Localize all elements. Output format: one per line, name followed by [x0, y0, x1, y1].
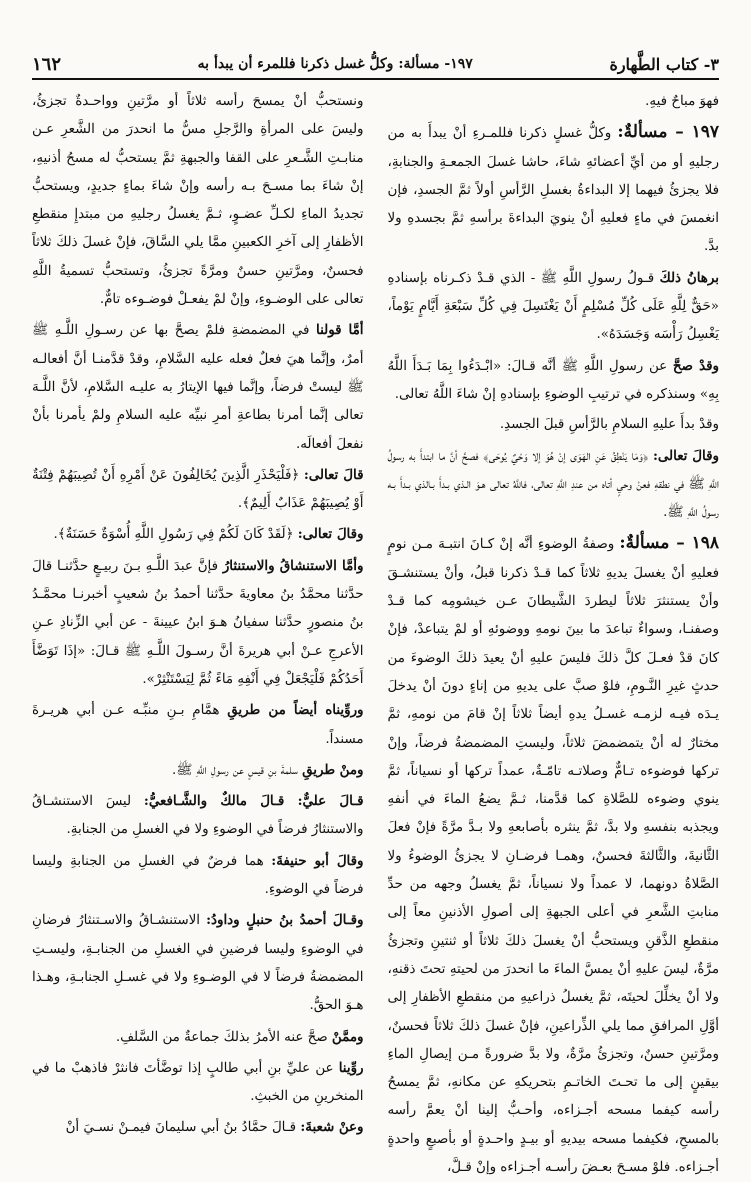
paragraph-lead: وقالَ أبو حنيفةَ:	[271, 852, 364, 869]
paragraph	[32, 1113, 364, 1142]
paragraph	[388, 88, 720, 116]
paragraph-lead: قـالَ عليٌّ: قـالَ مالكٌ والشَّـافعيُّ:	[143, 793, 364, 810]
paragraph	[32, 1054, 364, 1112]
paragraph-lead: برهانُ ذلكَ	[659, 269, 719, 286]
paragraph-text: عن رسولِ اللَّهِ ﷺ أنَّه قـالَ: «ابْـدَءُوا بِمَا بَـدَأَ اللَّهُ بِهِ» وسنذكره في ترتيبِ الوضوءِ بإسنادهِ إنْ شاءَ اللَّهُ تعالى.	[387, 358, 719, 402]
paragraph-text: ﴿وَمَا يَنْطِقُ عَنِ الهَوَى إنْ هُوَ إلا وَحْيٌ يُوحَى﴾ فصحَّ أنَّ ما ابتدأَ به رسولُ اللَّهِ ﷺ في نطقهِ فعنْ وحيٍ أتاه من عندِ اللَّهِ تعالى، فاللَّهُ تعالى هـوَ الـذي بـدأَ بـالذي بـدأَ بـه رسولُ اللَّهِ ﷺ.	[387, 448, 719, 521]
paragraph-text: ﴿فَلْيَحْذَرِ الَّذِينَ يُخَالِفُونَ عَنْ أَمْرِهِ أَنْ تُصِيبَهُمْ فِتْنَةٌ أَوْ يُصِيبَهُمْ عَذَابٌ أَلِيمٌ﴾.	[32, 467, 364, 512]
paragraph	[388, 352, 720, 410]
paragraph-text: فإنَّ عبدَ اللَّـهِ بـنَ ربيـعٍ حدَّثنـا قالَ حدَّثنا محمَّدُ بنُ معاويةَ حدَّثنا أحمدُ بنُ شعيبٍ أخبرنـا محمَّـدُ بنُ منصورٍ حدَّثنا سفيانُ هـوَ ابنُ عيينةَ - عن أبي الزِّنادِ عـنِ الأعرجِ عـنْ أبي هريرةَ أنَّ رسـولَ اللَّـهِ ﷺ قـالَ: «إذَا تَوَضَّأَ أَحَدُكُمْ فَلْيَجْعَلْ فِي أَنْفِهِ مَاءً ثُمَّ لِيَسْتَنْثِرْ».	[32, 558, 364, 687]
paragraph-text: ونستحبُّ أنْ يمسحَ رأسه ثلاثاً أو مرَّتينِ وواحـدةٌ تجزئُ، وليسَ على المرأةِ والرَّجلِ مسُّ ما انحدرَ من الشَّعرِ عـن منابـتِ الشَّـعرِ على القفا والجبهةِ ثمَّ يستحبُّ له مسحُ أذنيهِ، إنْ شاءَ بما مسـحَ بـه رأسه وإنْ شاءَ بماءٍ جديدٍ، ويستحبُّ تجديدُ الماءِ لكـلِّ عضـوٍ، ثـمَّ يغسلُ رجليهِ من مبتدإِ منقطعِ الأظفارِ إلى آخرِ الكعبينِ ممَّا يلي السَّاقَ، فإنْ غسلَ ذلكَ ثلاثاً فحسنٌ، ومرَّتينِ حسنٌ ومرَّةً تجزئُ، وتستحبُّ تسميةُ اللَّهِ تعالى على الوضـوءِ، وإنْ لمْ يفعـلْ فوضـوءه تامٌّ.	[32, 94, 364, 308]
paragraph	[388, 411, 720, 439]
paragraph	[32, 906, 364, 1020]
paragraph	[32, 1023, 364, 1052]
paragraph	[32, 696, 364, 754]
paragraph	[32, 552, 364, 694]
left-column	[32, 88, 364, 1136]
paragraph-lead: وقالَ تعالى:	[652, 447, 719, 464]
paragraph-text: همَّامِ بـنِ منبِّـه عـن أبي هريـرةَ مسنداً.	[32, 703, 364, 747]
page-number: ١٦٢	[32, 53, 62, 75]
paragraph-lead: وأمَّا الاستنشاقُ والاستنثارُ	[222, 557, 364, 574]
paragraph-text: في المضمضةِ فلمْ يصحَّ بها عن رسـولِ اللَّـهِ ﷺ أمرٌ، وإنَّما هيَ فعلٌ فعله عليه السَّلامِ، وقدْ قدَّمنـا أنَّ أفعالـه ﷺ ليستْ فرضاً، وإنَّما فيها الإيتارُ به عليـه السَّلامِ، لأنَّ اللَّـهَ تعالى إنَّما أمرنا بطاعةِ أمرِ نبيِّه عليه السلامِ ولمْ يأمرنا بأنْ نفعلَ أفعالَه.	[32, 323, 364, 452]
paragraph	[32, 756, 364, 785]
paragraph-text: وكلُّ غسلٍ ذكرنا فللمـرءِ أنْ يبدأَ به من رجليهِ أو من أيِّ أعضائهِ شاءَ، حاشا غسلَ الجمعـةِ والجنابةِ، فلا يجزئُ فيهما إلا البداءةُ بغسلِ الرَّأسِ أولاً ثمَّ الجسدِ، فإن انغمسَ في ماءٍ فعليهِ أنْ ينويَ البداءةَ برأسهِ ثمَّ بجسدهِ ولا بدَّ.	[387, 126, 719, 255]
paragraph-text: قـالَ حمَّادُ بنُ أبي سليمانَ فيمـنْ نسـيَ أنْ	[65, 1120, 301, 1136]
paragraph-text: قـولُ رسولِ اللَّهِ ﷺ - الذي قـدْ ذكـرناه بإسنادهِ «حَقٌّ لِلَّهِ عَلَى كُلِّ مُسْلِمٍ أَنْ يَغْتَسِلَ فِي كُلِّ سَبْعَةِ أَيَّامٍ يَوْماً، يَغْسِلُ رَأْسَه وَجَسَدَهُ».	[387, 270, 719, 343]
paragraph-text: سلمةَ بنِ قيسٍ عن رسولِ اللَّهِ ﷺ.	[171, 762, 303, 778]
paragraph-lead: وروِّيناه أيضاً من طريقِ	[227, 702, 364, 719]
running-title: ١٩٧- مسألة: وكلُّ غسل ذكرنا فللمرء أن يبدأ به	[197, 56, 473, 72]
paragraph-text: صحَّ عنه الأمرُ بذلكَ جماعةٌ من السَّلفِ.	[115, 1029, 332, 1045]
paragraph-text: الاستنشـاقُ والاسـتنثارُ فرضانِ في الوضوءِ وليسا فرضينِ في الغسلِ من الجنابـةِ، وليسـتِ المضمضةُ فرضاً لا في الوضـوءِ ولا في غسـلِ الجنابـةِ، وهـذا هـوَ الحقُّ.	[32, 913, 364, 1014]
paragraph-lead: وقـالَ أحمدُ بنُ حنبلٍ وداودُ:	[206, 912, 364, 929]
paragraph	[388, 264, 720, 350]
paragraph-lead: قالَ تعالى:	[303, 466, 364, 483]
paragraph-lead: وقالَ تعالى:	[297, 526, 364, 543]
right-column	[387, 88, 720, 1175]
paragraph-lead: وقدْ صحَّ	[672, 357, 719, 374]
paragraph-text: ليسَ الاستنشـاقُ والاستنثارُ فرضاً في الوضوءِ ولا في الغسلِ من الجنابةِ.	[32, 794, 364, 838]
paragraph-lead: ومنْ طريقِ	[302, 761, 364, 778]
text-columns	[32, 88, 719, 1175]
page-header	[32, 50, 719, 80]
paragraph-text: عن عليِّ بنِ أبي طالبٍ إذا توضَّأتَ فانثرْ فاذهبْ ما في المنخرينِ من الخبثِ.	[32, 1060, 364, 1105]
paragraph	[388, 529, 720, 1182]
paragraph	[32, 787, 364, 845]
paragraph-lead: وعنْ شعبةَ:	[300, 1119, 364, 1136]
paragraph-text: وصفةُ الوضوءِ أنَّه إنْ كـانَ انتبـهَ مـن نومٍ فعليهِ أنْ يغسلَ يديهِ ثلاثاً كما قـدْ ذكرنا قبلُ، وأنْ يستنشـقَ وأنْ يستنثرَ ثلاثاً ليطردَ الشَّيطانَ عـن خيشومِه كما قـدْ وصفنـا، وسواءٌ تباعدَ ما بينَ نومهِ ووضوئهِ أو لمْ يتباعدْ، فإنْ كانَ قدْ فعـلَ كلَّ ذلكَ فليسَ عليهِ أنْ يعيدَ ذلكَ الوضوءَ من حدثٍ غيرِ النَّـومِ، فلوْ صبَّ على يديهِ من إناءٍ دونَ أنْ يدخلَ يـدَه فيـه لزمـه غسـلُ يدهِ أيضاً ثلاثاً إنْ قامَ من نومهِ، ثمَّ مختارٌ له أنْ يتمضمضَ ثلاثاً، وليستِ المضمضةُ فرضاً، وإنْ تركها فوضوءه تـامٌّ وصلاتـه تامّـةٌ، عمداً تركها أو نسياناً، ثمَّ ينوي وضوءه للصَّلاةِ كما قدَّمنا، ثـمَّ يضعُ الماءَ في أنفهِ ويجذبه بنفسهِ ولا بدَّ، ثمَّ ينثره بأصابعهِ ولا بـدَّ مرَّةً فإنْ فعلَ الثَّانيةَ، والثَّالثةَ فحسنٌ، وهمـا فرضـانِ لا يجزئُ الوضوءُ ولا الصَّلاةُ دونهما، لا عمداً ولا نسياناً، ثمَّ يغسلُ وجهه من حدِّ منابتِ الشَّعرِ في أعلى الجبهةِ إلى أصولِ الأذنينِ معاً إلى منقطعِ الذَّقنِ ويستحبُّ أنْ يغسلَ ذلكَ ثلاثاً أو ثنتينِ وتجزئُ مرَّةٌ، ليسَ عليهِ أنْ يمسَّ الماءَ ما انحدرَ من لحيتهِ تحتَ ذقنهِ، ولا أنْ يخلِّلَ لحيتَه، ثمَّ يغسلُ ذراعيهِ من منقطعِ الأظفارِ إلى أوَّلِ المرافقِ مما يلي الذِّراعينِ، فإنْ غسلَ ذلكَ ثلاثاً فحسنٌ، ومرَّتينِ حسنٌ، وتجزئُ مرَّةٌ، ولا بدَّ ضرورةً مـن إيصالِ الماءِ بيقينٍ إلى ما تحـتَ الخاتـمِ بتحريكهِ عن مكانهِ، ثمَّ يمسحُ رأسه كيفما مسحه أجـزاءه، وأحـبُّ إلينا أنْ يعمَّ رأسه بالمسحِ، فكيفما مسحه بيديهِ أو بيـدٍ واحـدةٍ أو بأصبعٍ واحدةٍ أجـزاءه. فلوْ مسـحَ بعـضَ رأسـه أجـزاءه وإنْ قـلَّ،	[387, 537, 719, 1175]
paragraph-lead: أمَّا قولنا	[316, 322, 364, 339]
paragraph-text: ﴿لَقَدْ كَانَ لَكُمْ فِي رَسُولِ اللَّهِ أُسْوَةٌ حَسَنَةٌ﴾.	[53, 527, 298, 543]
paragraph	[388, 118, 720, 261]
paragraph-text: فهوَ مباحٌ فيهِ.	[645, 94, 719, 109]
paragraph-lead: روِّينا	[338, 1059, 364, 1076]
paragraph-lead: ١٩٧ – مسألةٌ:	[617, 122, 719, 143]
paragraph	[32, 461, 364, 519]
paragraph	[388, 442, 720, 528]
chapter-title: ٣- كتاب الطَّهارة	[609, 54, 719, 74]
paragraph	[32, 88, 364, 314]
paragraph-text: وقدْ بدأَ عليهِ السلامِ بالرَّأسِ قبلَ الجسدِ.	[499, 417, 719, 433]
paragraph-lead: ١٩٨ – مسألةٌ:	[619, 533, 719, 554]
paragraph	[32, 847, 364, 905]
paragraph-lead: وممَّنْ	[331, 1028, 364, 1045]
paragraph-text: هما فرضٌ في الغسلِ من الجنابةِ وليسا فرضاً في الوضوءِ.	[32, 853, 364, 898]
paragraph	[32, 520, 364, 549]
paragraph	[32, 316, 364, 458]
